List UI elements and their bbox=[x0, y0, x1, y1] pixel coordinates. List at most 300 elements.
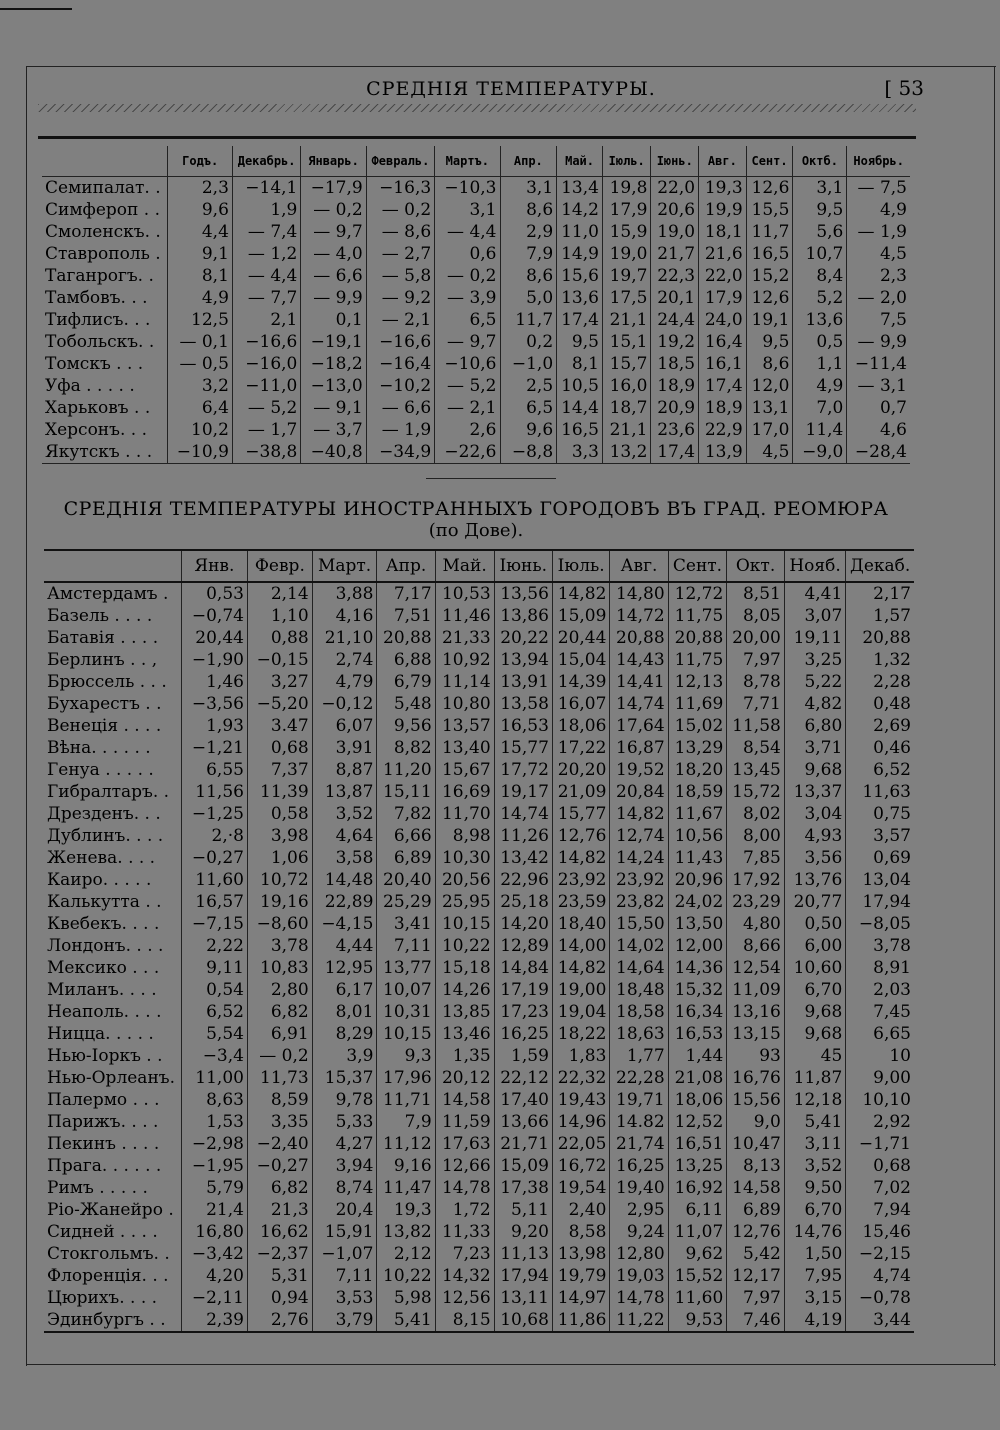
table-row bbox=[44, 803, 914, 825]
temperature-cell: 14,82 bbox=[552, 957, 610, 979]
temperature-cell: 21,3 bbox=[247, 1199, 312, 1221]
temperature-cell: 22,9 bbox=[699, 419, 747, 441]
column-header: Янв. bbox=[181, 550, 247, 582]
temperature-cell: −3,56 bbox=[181, 693, 247, 715]
temperature-cell: 14,48 bbox=[312, 869, 377, 891]
temperature-cell: 11,67 bbox=[668, 803, 727, 825]
table-row bbox=[44, 1001, 914, 1023]
temperature-cell: 12,13 bbox=[668, 671, 727, 693]
temperature-cell: 17,5 bbox=[602, 287, 651, 309]
temperature-cell: 3,58 bbox=[312, 847, 377, 869]
temperature-cell: 3,27 bbox=[247, 671, 312, 693]
city-name-cell: Томскъ . . . bbox=[45, 354, 144, 374]
temperature-cell: 17,38 bbox=[494, 1177, 552, 1199]
temperature-cell: 15,77 bbox=[552, 803, 610, 825]
temperature-cell: 21,09 bbox=[552, 781, 610, 803]
temperature-cell: — 2,0 bbox=[847, 287, 910, 309]
temperature-cell: −10,6 bbox=[435, 353, 500, 375]
temperature-cell: 8,59 bbox=[247, 1089, 312, 1111]
temperature-cell: 21,6 bbox=[699, 243, 747, 265]
temperature-cell: 2,3 bbox=[168, 177, 232, 200]
temperature-cell: 13,6 bbox=[557, 287, 603, 309]
table-row bbox=[42, 353, 910, 375]
frame-left-line bbox=[26, 66, 27, 1366]
temperature-cell: 20,22 bbox=[494, 627, 552, 649]
temperature-cell: 9,50 bbox=[784, 1177, 845, 1199]
temperature-cell: 15,91 bbox=[312, 1221, 377, 1243]
temperature-cell: 8,15 bbox=[435, 1309, 494, 1332]
city-name-cell: Харьковъ . . bbox=[45, 398, 151, 418]
temperature-cell: 14,39 bbox=[552, 671, 610, 693]
table-row bbox=[44, 1199, 914, 1221]
temperature-cell: 10,56 bbox=[668, 825, 727, 847]
temperature-cell: −8,8 bbox=[500, 441, 557, 464]
city-name-cell: Нью-Іоркъ . . bbox=[47, 1046, 163, 1066]
table-row bbox=[44, 979, 914, 1001]
temperature-cell: 2,·8 bbox=[181, 825, 247, 847]
temperature-cell: 11,20 bbox=[377, 759, 435, 781]
temperature-cell: 12,54 bbox=[727, 957, 785, 979]
temperature-cell: 15,37 bbox=[312, 1067, 377, 1089]
temperature-cell: 9,68 bbox=[784, 1023, 845, 1045]
temperature-cell: 13,57 bbox=[435, 715, 494, 737]
temperature-cell: 7,97 bbox=[727, 1287, 785, 1309]
temperature-cell: 10,2 bbox=[168, 419, 232, 441]
temperature-cell: — 4,4 bbox=[232, 265, 300, 287]
temperature-cell: 10,92 bbox=[435, 649, 494, 671]
temperature-cell: 21,1 bbox=[602, 309, 651, 331]
temperature-cell: 17,23 bbox=[494, 1001, 552, 1023]
temperature-cell: 17,63 bbox=[435, 1133, 494, 1155]
temperature-cell: 1,32 bbox=[846, 649, 914, 671]
temperature-cell: 11,87 bbox=[784, 1067, 845, 1089]
temperature-cell: — 5,2 bbox=[435, 375, 500, 397]
temperature-cell: 16,25 bbox=[494, 1023, 552, 1045]
temperature-cell: 15,50 bbox=[610, 913, 668, 935]
temperature-cell: 4,41 bbox=[784, 582, 845, 605]
temperature-cell: 6,66 bbox=[377, 825, 435, 847]
temperature-cell: 11,33 bbox=[435, 1221, 494, 1243]
temperature-cell: 9,68 bbox=[784, 759, 845, 781]
temperature-cell: −11,0 bbox=[232, 375, 300, 397]
temperature-cell: 5,11 bbox=[494, 1199, 552, 1221]
temperature-cell: 16,1 bbox=[699, 353, 747, 375]
temperature-cell: 7,5 bbox=[847, 309, 910, 331]
temperature-cell: 20,84 bbox=[610, 781, 668, 803]
temperature-cell: 25,29 bbox=[377, 891, 435, 913]
temperature-cell: 20,12 bbox=[435, 1067, 494, 1089]
temperature-cell: 3,78 bbox=[247, 935, 312, 957]
table-row bbox=[44, 693, 914, 715]
city-name-cell: Женева. . . . bbox=[47, 848, 156, 868]
temperature-cell: 5,54 bbox=[181, 1023, 247, 1045]
temperature-cell: 12,18 bbox=[784, 1089, 845, 1111]
temperature-cell: 6,52 bbox=[846, 759, 914, 781]
city-name-cell: Генуа . . . . . bbox=[47, 760, 154, 780]
temperature-cell: 13,40 bbox=[435, 737, 494, 759]
temperature-cell: — 8,6 bbox=[366, 221, 434, 243]
temperature-cell: 13,56 bbox=[494, 582, 552, 605]
temperature-cell: 24,0 bbox=[699, 309, 747, 331]
temperature-cell: 0,94 bbox=[247, 1287, 312, 1309]
city-name-cell: Миланъ. . . . bbox=[47, 980, 157, 1000]
column-header: Декаб. bbox=[846, 550, 914, 582]
temperature-cell: — 9,2 bbox=[366, 287, 434, 309]
temperature-cell: 13,77 bbox=[377, 957, 435, 979]
table-row bbox=[44, 671, 914, 693]
temperature-cell: — 1,9 bbox=[366, 419, 434, 441]
temperature-cell: 11,26 bbox=[494, 825, 552, 847]
temperature-cell: 2,80 bbox=[247, 979, 312, 1001]
temperature-cell: −14,1 bbox=[232, 177, 300, 200]
temperature-cell: −1,07 bbox=[312, 1243, 377, 1265]
temperature-cell: −17,9 bbox=[301, 177, 366, 200]
temperature-cell: 3,88 bbox=[312, 582, 377, 605]
temperature-cell: — 2,7 bbox=[366, 243, 434, 265]
column-header: Сент. bbox=[668, 550, 727, 582]
temperature-cell: — 6,6 bbox=[366, 397, 434, 419]
city-name-cell: Эдинбургъ . . bbox=[44, 1309, 181, 1332]
temperature-cell: 22,0 bbox=[651, 177, 699, 200]
temperature-cell: −1,90 bbox=[181, 649, 247, 671]
temperature-cell: 2,9 bbox=[500, 221, 557, 243]
temperature-cell: 14,97 bbox=[552, 1287, 610, 1309]
table-row bbox=[44, 781, 914, 803]
temperature-cell: 9,5 bbox=[793, 199, 847, 221]
table-row bbox=[42, 177, 910, 200]
city-name-cell: Семипалат. . bbox=[45, 178, 161, 198]
temperature-cell: 6,17 bbox=[312, 979, 377, 1001]
temperature-cell: 3,3 bbox=[557, 441, 603, 464]
temperature-cell: 8,00 bbox=[727, 825, 785, 847]
column-header: Нояб. bbox=[784, 550, 845, 582]
temperature-cell: 13,50 bbox=[668, 913, 727, 935]
city-name-cell: Флоренція. . . bbox=[47, 1266, 169, 1286]
temperature-cell: 2,17 bbox=[846, 582, 914, 605]
temperature-cell: 9,1 bbox=[168, 243, 232, 265]
temperature-cell: 11,7 bbox=[500, 309, 557, 331]
page-frame bbox=[26, 66, 996, 1366]
temperature-cell: 3,91 bbox=[312, 737, 377, 759]
temperature-cell: −0,12 bbox=[312, 693, 377, 715]
temperature-cell: 6,88 bbox=[377, 649, 435, 671]
temperature-cell: 7,46 bbox=[727, 1309, 785, 1332]
temperature-cell: 12,0 bbox=[746, 375, 793, 397]
temperature-cell: 4,80 bbox=[727, 913, 785, 935]
temperature-cell: 8,4 bbox=[793, 265, 847, 287]
temperature-cell: 17,64 bbox=[610, 715, 668, 737]
table-row bbox=[42, 331, 910, 353]
table-row bbox=[44, 1155, 914, 1177]
temperature-cell: 17,96 bbox=[377, 1067, 435, 1089]
temperature-cell: 7,51 bbox=[377, 605, 435, 627]
temperature-cell: 4,93 bbox=[784, 825, 845, 847]
temperature-cell: −2,11 bbox=[181, 1287, 247, 1309]
temperature-cell: 18,5 bbox=[651, 353, 699, 375]
temperature-cell: 10,60 bbox=[784, 957, 845, 979]
temperature-cell: 13,4 bbox=[557, 177, 603, 200]
temperature-cell: 4,44 bbox=[312, 935, 377, 957]
table-row bbox=[42, 221, 910, 243]
temperature-cell: — 4,4 bbox=[435, 221, 500, 243]
temperature-cell: 1,59 bbox=[494, 1045, 552, 1067]
column-header: Декабрь. bbox=[232, 146, 300, 177]
temperature-cell: 20,44 bbox=[181, 627, 247, 649]
temperature-cell: 2,69 bbox=[846, 715, 914, 737]
temperature-cell: 0,6 bbox=[435, 243, 500, 265]
temperature-cell: 1,83 bbox=[552, 1045, 610, 1067]
temperature-cell: 19,52 bbox=[610, 759, 668, 781]
temperature-cell: 3,98 bbox=[247, 825, 312, 847]
temperature-cell: 21,10 bbox=[312, 627, 377, 649]
temperature-cell: 1,46 bbox=[181, 671, 247, 693]
temperature-cell: 19,71 bbox=[610, 1089, 668, 1111]
temperature-cell: −8,60 bbox=[247, 913, 312, 935]
temperature-cell: 8,1 bbox=[557, 353, 603, 375]
temperature-cell: 6,55 bbox=[181, 759, 247, 781]
temperature-cell: 11,59 bbox=[435, 1111, 494, 1133]
temperature-cell: 7,11 bbox=[377, 935, 435, 957]
temperature-cell: −2,15 bbox=[846, 1243, 914, 1265]
section-title: СРЕДНІЯ ТЕМПЕРАТУРЫ ИНОСТРАННЫХЪ ГОРОДОВЪ ВЪ ГРАД. РЕОМЮРА bbox=[63, 498, 889, 520]
table-row bbox=[44, 1067, 914, 1089]
temperature-cell: 20,4 bbox=[312, 1199, 377, 1221]
temperature-cell: 9,5 bbox=[557, 331, 603, 353]
table-row bbox=[42, 243, 910, 265]
temperature-cell: 7,82 bbox=[377, 803, 435, 825]
city-name-cell: Амстердамъ . bbox=[47, 584, 169, 604]
temperature-cell: −1,25 bbox=[181, 803, 247, 825]
temperature-cell: 20,6 bbox=[651, 199, 699, 221]
section-divider bbox=[426, 478, 556, 479]
temperature-cell: 4,9 bbox=[793, 375, 847, 397]
temperature-cell: 13,76 bbox=[784, 869, 845, 891]
temperature-cell: 16,92 bbox=[668, 1177, 727, 1199]
temperature-cell: 10,47 bbox=[727, 1133, 785, 1155]
temperature-cell: 15,5 bbox=[746, 199, 793, 221]
temperature-cell: 18,7 bbox=[602, 397, 651, 419]
temperature-cell: 2,6 bbox=[435, 419, 500, 441]
temperature-cell: 8,6 bbox=[746, 353, 793, 375]
table-row bbox=[42, 199, 910, 221]
page-title: СРЕДНІЯ ТЕМПЕРАТУРЫ. bbox=[366, 78, 656, 100]
temperature-cell: −9,0 bbox=[793, 441, 847, 464]
temperature-cell: 4,9 bbox=[168, 287, 232, 309]
temperature-cell: 6,00 bbox=[784, 935, 845, 957]
temperature-cell: 14,74 bbox=[610, 693, 668, 715]
city-name-cell: Палермо . . . bbox=[47, 1090, 160, 1110]
temperature-cell: 9,11 bbox=[181, 957, 247, 979]
table-row bbox=[44, 1287, 914, 1309]
temperature-cell: 14,43 bbox=[610, 649, 668, 671]
temperature-cell: 10,15 bbox=[435, 913, 494, 935]
temperature-cell: 0,88 bbox=[247, 627, 312, 649]
temperature-cell: 21,74 bbox=[610, 1133, 668, 1155]
temperature-cell: 15,7 bbox=[602, 353, 651, 375]
temperature-cell: 17,4 bbox=[651, 441, 699, 464]
temperature-cell: 14,82 bbox=[610, 803, 668, 825]
temperature-cell: 22,12 bbox=[494, 1067, 552, 1089]
temperature-cell: 1,77 bbox=[610, 1045, 668, 1067]
temperature-cell: −28,4 bbox=[847, 441, 910, 464]
temperature-cell: 93 bbox=[727, 1045, 785, 1067]
table-row bbox=[44, 1045, 914, 1067]
temperature-cell: 8,51 bbox=[727, 582, 785, 605]
temperature-cell: 19,1 bbox=[746, 309, 793, 331]
temperature-cell: −34,9 bbox=[366, 441, 434, 464]
temperature-cell: 16,4 bbox=[699, 331, 747, 353]
temperature-cell: 8,91 bbox=[846, 957, 914, 979]
temperature-cell: 16,69 bbox=[435, 781, 494, 803]
temperature-cell: 13,45 bbox=[727, 759, 785, 781]
table-row bbox=[44, 759, 914, 781]
table-row bbox=[44, 605, 914, 627]
temperature-cell: 18,63 bbox=[610, 1023, 668, 1045]
temperature-cell: 12,74 bbox=[610, 825, 668, 847]
temperature-cell: 8,82 bbox=[377, 737, 435, 759]
temperature-cell: 8,01 bbox=[312, 1001, 377, 1023]
column-header: Авг. bbox=[610, 550, 668, 582]
temperature-cell: 15,9 bbox=[602, 221, 651, 243]
temperature-cell: 11,75 bbox=[668, 605, 727, 627]
temperature-cell: 14,26 bbox=[435, 979, 494, 1001]
temperature-cell: 0,50 bbox=[784, 913, 845, 935]
temperature-cell: 11,22 bbox=[610, 1309, 668, 1332]
column-header: Окт. bbox=[727, 550, 785, 582]
temperature-cell: 18,1 bbox=[699, 221, 747, 243]
temperature-cell: 19,40 bbox=[610, 1177, 668, 1199]
temperature-cell: 20,1 bbox=[651, 287, 699, 309]
temperature-cell: 14,2 bbox=[557, 199, 603, 221]
temperature-cell: 13,16 bbox=[727, 1001, 785, 1023]
temperature-cell: 3,94 bbox=[312, 1155, 377, 1177]
temperature-cell: 16,51 bbox=[668, 1133, 727, 1155]
temperature-cell: 10,10 bbox=[846, 1089, 914, 1111]
temperature-cell: — 4,0 bbox=[301, 243, 366, 265]
temperature-cell: 6,70 bbox=[784, 1199, 845, 1221]
temperature-cell: 17,94 bbox=[494, 1265, 552, 1287]
city-name-cell: Симфероп . . bbox=[45, 200, 160, 220]
table-row bbox=[44, 1133, 914, 1155]
table-row bbox=[42, 397, 910, 419]
temperature-cell: 22,89 bbox=[312, 891, 377, 913]
temperature-cell: 7,45 bbox=[846, 1001, 914, 1023]
temperature-cell: 3,52 bbox=[784, 1155, 845, 1177]
temperature-cell: 16,76 bbox=[727, 1067, 785, 1089]
city-name-cell: Уфа . . . . . bbox=[45, 376, 135, 396]
temperature-cell: 11,58 bbox=[727, 715, 785, 737]
temperature-cell: 14,80 bbox=[610, 582, 668, 605]
table1-top-rule bbox=[38, 136, 916, 139]
temperature-cell: 21,33 bbox=[435, 627, 494, 649]
temperature-cell: 3,1 bbox=[500, 177, 557, 200]
temperature-cell: 13,87 bbox=[312, 781, 377, 803]
column-header-city bbox=[44, 550, 181, 582]
temperature-cell: 10,15 bbox=[377, 1023, 435, 1045]
city-name-cell: Берлинъ . . , bbox=[47, 650, 158, 670]
temperature-cell: −40,8 bbox=[301, 441, 366, 464]
temperature-cell: 15,72 bbox=[727, 781, 785, 803]
column-header-city bbox=[42, 146, 168, 177]
temperature-cell: 16,5 bbox=[746, 243, 793, 265]
temperature-cell: 14,02 bbox=[610, 935, 668, 957]
temperature-cell: 14,24 bbox=[610, 847, 668, 869]
table-row bbox=[44, 1243, 914, 1265]
temperature-cell: 19,8 bbox=[602, 177, 651, 200]
temperature-cell: 0,68 bbox=[247, 737, 312, 759]
temperature-cell: 3,04 bbox=[784, 803, 845, 825]
temperature-cell: 1,57 bbox=[846, 605, 914, 627]
temperature-cell: 7,95 bbox=[784, 1265, 845, 1287]
table-row bbox=[44, 935, 914, 957]
temperature-cell: 3,9 bbox=[312, 1045, 377, 1067]
temperature-cell: 45 bbox=[784, 1045, 845, 1067]
temperature-cell: — 1,9 bbox=[847, 221, 910, 243]
temperature-cell: 0,1 bbox=[301, 309, 366, 331]
temperature-cell: 19,54 bbox=[552, 1177, 610, 1199]
temperature-cell: — 5,8 bbox=[366, 265, 434, 287]
temperature-cell: 9,16 bbox=[377, 1155, 435, 1177]
temperature-cell: 8,6 bbox=[500, 265, 557, 287]
temperature-cell: 3,41 bbox=[377, 913, 435, 935]
temperature-cell: 17,22 bbox=[552, 737, 610, 759]
temperature-cell: 5,42 bbox=[727, 1243, 785, 1265]
temperature-cell: 19,17 bbox=[494, 781, 552, 803]
section-subtitle: (по Дове). bbox=[428, 520, 524, 541]
temperature-cell: — 1,2 bbox=[232, 243, 300, 265]
table-row bbox=[44, 891, 914, 913]
temperature-cell: 11,12 bbox=[377, 1133, 435, 1155]
city-name-cell: Квебекъ. . . . bbox=[47, 914, 160, 934]
temperature-cell: 6,89 bbox=[377, 847, 435, 869]
temperature-cell: 10,31 bbox=[377, 1001, 435, 1023]
table-row bbox=[42, 265, 910, 287]
temperature-cell: 4,6 bbox=[847, 419, 910, 441]
temperature-cell: −4,15 bbox=[312, 913, 377, 935]
temperature-cell: 23,6 bbox=[651, 419, 699, 441]
temperature-cell: 11,07 bbox=[668, 1221, 727, 1243]
temperature-cell: 6,65 bbox=[846, 1023, 914, 1045]
city-name-cell: Лондонъ. . . . bbox=[47, 936, 164, 956]
table-row bbox=[44, 649, 914, 671]
temperature-cell: 8,74 bbox=[312, 1177, 377, 1199]
temperature-cell: 1,50 bbox=[784, 1243, 845, 1265]
temperature-cell: 3,2 bbox=[168, 375, 232, 397]
temperature-cell: 12,56 bbox=[435, 1287, 494, 1309]
temperature-cell: 13,58 bbox=[494, 693, 552, 715]
column-header: Апр. bbox=[377, 550, 435, 582]
column-header: Годъ. bbox=[168, 146, 232, 177]
temperature-cell: 19,04 bbox=[552, 1001, 610, 1023]
temperature-cell: −18,2 bbox=[301, 353, 366, 375]
temperature-cell: 10,7 bbox=[793, 243, 847, 265]
city-name-cell: Ставрополь . bbox=[45, 244, 161, 264]
temperature-cell: 3,1 bbox=[793, 177, 847, 200]
temperature-cell: 3,11 bbox=[784, 1133, 845, 1155]
temperature-cell: 2,1 bbox=[232, 309, 300, 331]
temperature-cell: 1,10 bbox=[247, 605, 312, 627]
temperature-cell: — 7,5 bbox=[847, 177, 910, 200]
temperature-cell: −3,4 bbox=[181, 1045, 247, 1067]
temperature-cell: 18,20 bbox=[668, 759, 727, 781]
temperature-cell: 18,06 bbox=[552, 715, 610, 737]
temperature-cell: 20,96 bbox=[668, 869, 727, 891]
temperature-cell: 20,00 bbox=[727, 627, 785, 649]
temperature-cell: 3,78 bbox=[846, 935, 914, 957]
temperature-cell: −3,42 bbox=[181, 1243, 247, 1265]
temperature-cell: 6,52 bbox=[181, 1001, 247, 1023]
temperature-cell: 11,14 bbox=[435, 671, 494, 693]
